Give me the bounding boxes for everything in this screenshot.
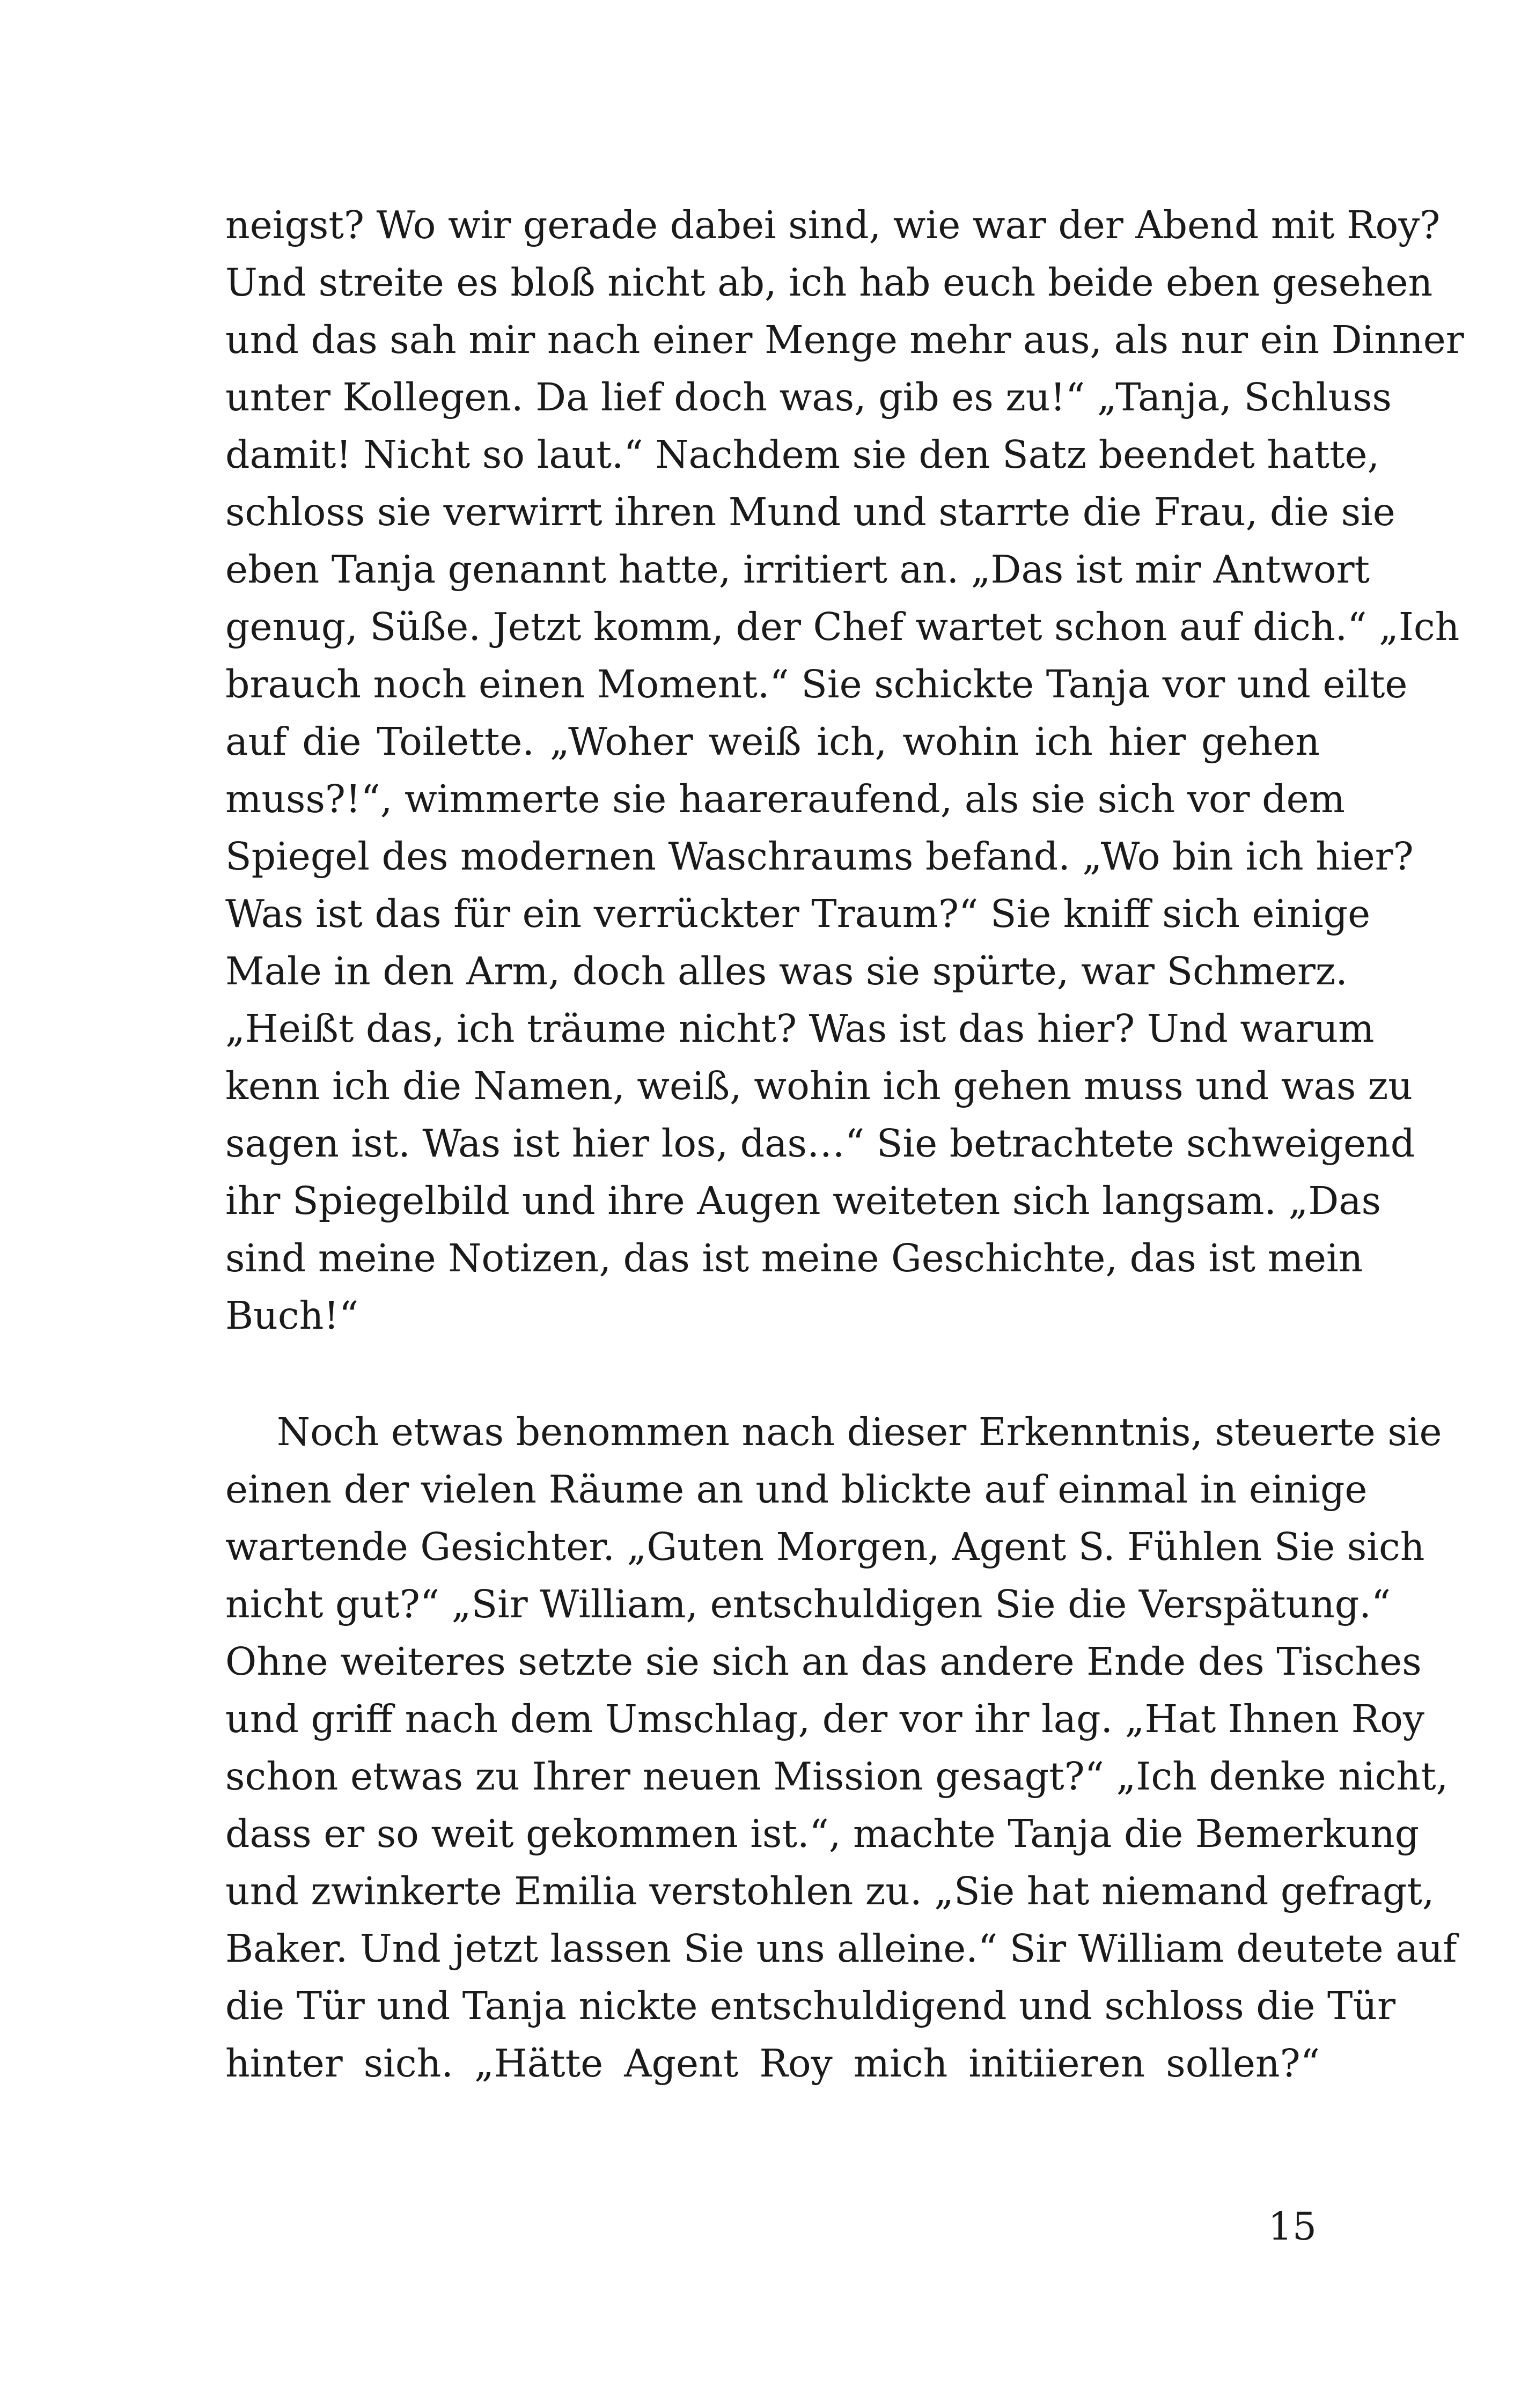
text-line: neigst? Wo wir gerade dabei sind, wie war der Abend mit Roy? (225, 203, 1441, 247)
paragraph-2 (225, 1403, 1457, 2092)
text-line: sind meine Notizen, das ist meine Geschichte, das ist mein (225, 1236, 1363, 1280)
text-line: muss?!“, wimmerte sie haareraufend, als sie sich vor dem (225, 777, 1345, 821)
text-line: einen der vielen Räume an und blickte auf einmal in einige (225, 1467, 1368, 1512)
text-line: Baker. Und jetzt lassen Sie uns alleine.“ Sir William deutete auf (225, 1926, 1457, 1971)
text-line: und griff nach dem Umschlag, der vor ihr lag. „Hat Ihnen Roy (225, 1697, 1424, 1741)
text-line: Und streite es bloß nicht ab, ich hab euch beide eben gesehen (225, 260, 1433, 305)
text-line: „Heißt das, ich träume nicht? Was ist das hier? Und warum (225, 1006, 1375, 1051)
text-line: genug, Süße. Jetzt komm, der Chef wartet schon auf dich.“ „Ich (225, 605, 1460, 649)
text-line: Spiegel des modernen Waschraums befand. „Wo bin ich hier? (225, 834, 1414, 879)
text-line: und das sah mir nach einer Menge mehr aus, als nur ein Dinner (225, 318, 1464, 362)
text-line: schon etwas zu Ihrer neuen Mission gesagt?“ „Ich denke nicht, (225, 1754, 1449, 1799)
text-line: schloss sie verwirrt ihren Mund und starrte die Frau, die sie (225, 490, 1395, 534)
text-line: dass er so weit gekommen ist.“, machte Tanja die Bemerkung (225, 1811, 1420, 1856)
text-line: ihr Spiegelbild und ihre Augen weiteten sich langsam. „Das (225, 1179, 1382, 1223)
text-line: damit! Nicht so laut.“ Nachdem sie den Satz beendet hatte, (225, 432, 1380, 477)
text-line: sagen ist. Was ist hier los, das…“ Sie betrachtete schweigend (225, 1121, 1415, 1166)
paragraph-1 (225, 196, 1464, 1344)
text-line: nicht gut?“ „Sir William, entschuldigen Sie die Verspätung.“ (225, 1582, 1391, 1626)
text-line: wartende Gesichter. „Guten Morgen, Agent S. Fühlen Sie sich (225, 1525, 1425, 1569)
text-line: Male in den Arm, doch alles was sie spürte, war Schmerz. (225, 949, 1348, 993)
text-line: Ohne weiteres setzte sie sich an das andere Ende des Tisches (225, 1639, 1422, 1684)
text-line-indented: Noch etwas benommen nach dieser Erkenntnis, steuerte sie (277, 1410, 1442, 1454)
text-line: brauch noch einen Moment.“ Sie schickte Tanja vor und eilte (225, 662, 1408, 706)
page-number: 15 (1268, 2204, 1317, 2249)
text-line: die Tür und Tanja nickte entschuldigend und schloss die Tür (225, 1984, 1396, 2028)
text-line: Was ist das für ein verrückter Traum?“ Sie kniff sich einige (225, 892, 1371, 936)
text-line: Buch!“ (225, 1293, 359, 1338)
text-line: hinter sich. „Hätte Agent Roy mich initiieren sollen?“ (225, 2041, 1320, 2086)
text-line: eben Tanja genannt hatte, irritiert an. „Das ist mir Antwort (225, 547, 1370, 592)
text-line: unter Kollegen. Da lief doch was, gib es zu!“ „Tanja, Schluss (225, 375, 1392, 419)
text-line: auf die Toilette. „Woher weiß ich, wohin ich hier gehen (225, 719, 1320, 764)
text-line: kenn ich die Namen, weiß, wohin ich gehen muss und was zu (225, 1064, 1413, 1108)
text-line: und zwinkerte Emilia verstohlen zu. „Sie hat niemand gefragt, (225, 1869, 1435, 1913)
